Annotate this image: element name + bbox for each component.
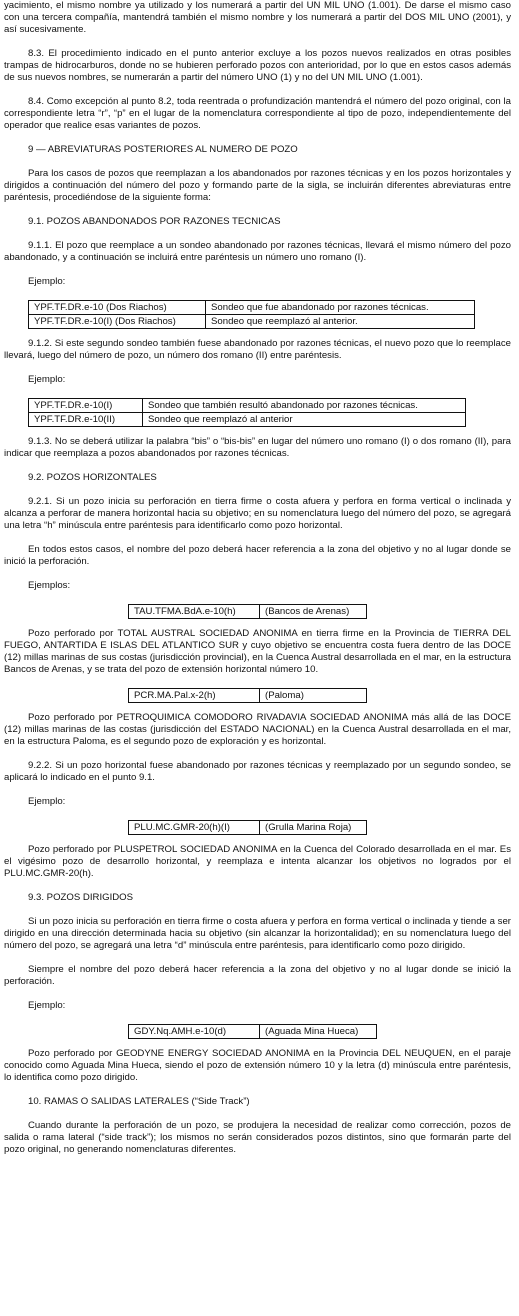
paragraph-9-1-2: 9.1.2. Si este segundo sondeo también fuese abandonado por razones técnicas, el nuevo pozo que lo reemplace llevará, luego del número de pozo, un número dos romano (II) entre paréntesis. xyxy=(4,338,511,361)
table-cell: (Bancos de Arenas) xyxy=(260,605,367,619)
table-cell: (Paloma) xyxy=(260,689,367,703)
table-cell: YPF.TF.DR.e-10(I) xyxy=(29,399,143,413)
example-label: Ejemplo: xyxy=(28,374,66,385)
table-row xyxy=(29,315,475,329)
paragraph-9-1-3: 9.1.3. No se deberá utilizar la palabra “bis” o “bis-bis” en lugar del número uno romano (I) o dos romano (II), para indicar que reemplaza a pozos abandonados por razones técnicas. xyxy=(4,436,511,459)
section-heading-9-2: 9.2. POZOS HORIZONTALES xyxy=(28,472,157,483)
paragraph: yacimiento, el mismo nombre ya utilizado y los numerará a partir del UN MIL UNO (1.001). De darse el mismo caso con una tercera compañía, mantendrá también el mismo nombre y los numerará a partir del DOS MIL UNO (2001), y así sucesivamente. xyxy=(4,0,511,35)
paragraph: Para los casos de pozos que reemplazan a los abandonados por razones técnicas y en los pozos horizontales y dirigidos a continuación del número del pozo y formando parte de la sigla, se incluirán diferentes abreviaturas entre paréntesis, procediéndose de la siguiente forma: xyxy=(4,168,511,203)
table-cell: Sondeo que reemplazó al anterior xyxy=(143,413,466,427)
document-page xyxy=(4,0,511,1156)
table-cell: YPF.TF.DR.e-10(II) xyxy=(29,413,143,427)
table-cell: YPF.TF.DR.e-10 (Dos Riachos) xyxy=(29,301,206,315)
table-cell: TAU.TFMA.BdA.e-10(h) xyxy=(129,605,260,619)
example-label: Ejemplo: xyxy=(28,1000,66,1011)
paragraph-9-1-1: 9.1.1. El pozo que reemplace a un sondeo abandonado por razones técnicas, llevará el mismo número del pozo abandonado, y a continuación se incluirá entre paréntesis un número uno romano (I). xyxy=(4,240,511,263)
example-label: Ejemplo: xyxy=(28,796,66,807)
paragraph: Cuando durante la perforación de un pozo, se produjera la necesidad de realizar como corrección, pozos de salida o rama lateral (“side track”); los mismos no serán considerados pozos distintos, sino que formarán parte del pozo original, no generando nomenclaturas diferentes. xyxy=(4,1120,511,1155)
table-row xyxy=(129,689,367,703)
paragraph: Pozo perforado por TOTAL AUSTRAL SOCIEDAD ANONIMA en tierra firme en la Provincia de TIERRA DEL FUEGO, ANTARTIDA E ISLAS DEL ATLANTICO SUR y cuyo objetivo se encuentra costa fuera dentro de las DOCE (12) millas marinas de sus costas (jurisdicción provincial), en la Cuenca Austral desarrollada en el mar, en la estructura Bancos de Arenas, y se trata del pozo de extensión horizontal número 10. xyxy=(4,628,511,675)
table-row xyxy=(29,413,466,427)
table-cell: PCR.MA.Pal.x-2(h) xyxy=(129,689,260,703)
section-heading-9-3: 9.3. POZOS DIRIGIDOS xyxy=(28,892,134,903)
table-row xyxy=(129,821,367,835)
paragraph: En todos estos casos, el nombre del pozo deberá hacer referencia a la zona del objetivo y no al lugar donde se inició la perforación. xyxy=(4,544,511,567)
paragraph-8-4: 8.4. Como excepción al punto 8.2, toda reentrada o profundización mantendrá el número del pozo original, con la correspondiente letra “r”, “p” en el lugar de la nomenclatura correspondiente al tipo de pozo, independientemente del operador que realice esas variantes de pozos. xyxy=(4,96,511,131)
example-table xyxy=(128,688,367,703)
section-heading-9: 9 — ABREVIATURAS POSTERIORES AL NUMERO DE POZO xyxy=(28,144,298,155)
example-label: Ejemplos: xyxy=(28,580,71,591)
paragraph-9-2-1: 9.2.1. Si un pozo inicia su perforación en tierra firme o costa afuera y perfora en forma vertical o inclinada y alcanza a perforar de manera horizontal hacia su objetivo; en su nomenclatura luego del número del pozo, se agregará una letra “h” minúscula entre paréntesis para identificarlo como pozo horizontal. xyxy=(4,496,511,531)
table-cell: YPF.TF.DR.e-10(I) (Dos Riachos) xyxy=(29,315,206,329)
example-table xyxy=(128,604,367,619)
paragraph: Pozo perforado por GEODYNE ENERGY SOCIEDAD ANONIMA en la Provincia DEL NEUQUEN, en el paraje conocido como Aguada Mina Hueca, siendo el pozo de extensión número 10 y la letra (d) minúscula entre paréntesis, lo identifica como pozo dirigido. xyxy=(4,1048,511,1083)
table-row xyxy=(129,1025,377,1039)
example-label: Ejemplo: xyxy=(28,276,66,287)
paragraph-8-3: 8.3. El procedimiento indicado en el punto anterior excluye a los pozos nuevos realizados en otras posibles trampas de hidrocarburos, donde no se hubieren perforado pozos con anterioridad, por lo que en estos casos además de sus nuevos nombres, se numerarán a partir del número UNO (1) y no del UN MIL UNO (1.001). xyxy=(4,48,511,83)
table-cell: (Aguada Mina Hueca) xyxy=(260,1025,377,1039)
table-cell: PLU.MC.GMR-20(h)(I) xyxy=(129,821,260,835)
table-cell: Sondeo que reemplazó al anterior. xyxy=(206,315,475,329)
paragraph-9-2-2: 9.2.2. Si un pozo horizontal fuese abandonado por razones técnicas y reemplazado por un segundo sondeo, se aplicará lo indicado en el punto 9.1. xyxy=(4,760,511,783)
paragraph: Siempre el nombre del pozo deberá hacer referencia a la zona del objetivo y no al lugar donde se inició la perforación. xyxy=(4,964,511,987)
table-cell: GDY.Nq.AMH.e-10(d) xyxy=(129,1025,260,1039)
example-table xyxy=(128,820,367,835)
example-table xyxy=(128,1024,377,1039)
paragraph: Pozo perforado por PLUSPETROL SOCIEDAD ANONIMA en la Cuenca del Colorado desarrollada en el mar. Es el vigésimo pozo de desarrollo horizontal, y reemplaza e intenta alcanzar los objetivos no logrados por el PLU.MC.GMR-20(h). xyxy=(4,844,511,879)
example-table xyxy=(28,300,475,329)
table-cell: Sondeo que fue abandonado por razones técnicas. xyxy=(206,301,475,315)
table-row xyxy=(29,399,466,413)
table-row xyxy=(129,605,367,619)
table-cell: Sondeo que también resultó abandonado por razones técnicas. xyxy=(143,399,466,413)
table-cell: (Grulla Marina Roja) xyxy=(260,821,367,835)
paragraph: Pozo perforado por PETROQUIMICA COMODORO RIVADAVIA SOCIEDAD ANONIMA más allá de las DOCE (12) millas marinas de las costas (jurisdicción del ESTADO NACIONAL) en la Cuenca Austral desarrollada en el mar, en la estructura Paloma, es el segundo pozo de exploración y es horizontal. xyxy=(4,712,511,747)
section-heading-9-1: 9.1. POZOS ABANDONADOS POR RAZONES TECNICAS xyxy=(28,216,281,227)
paragraph: Si un pozo inicia su perforación en tierra firme o costa afuera y perfora en forma vertical o inclinada y tiende a ser dirigido en una dirección determinada hacia su objetivo (sin alcanzar la horizontalidad); en su nomenclatura luego del número del pozo, se agregará una letra “d” minúscula entre paréntesis, para identificarlo como pozo dirigido. xyxy=(4,916,511,951)
table-row xyxy=(29,301,475,315)
example-table xyxy=(28,398,466,427)
section-heading-10: 10. RAMAS O SALIDAS LATERALES (“Side Track”) xyxy=(28,1096,250,1107)
